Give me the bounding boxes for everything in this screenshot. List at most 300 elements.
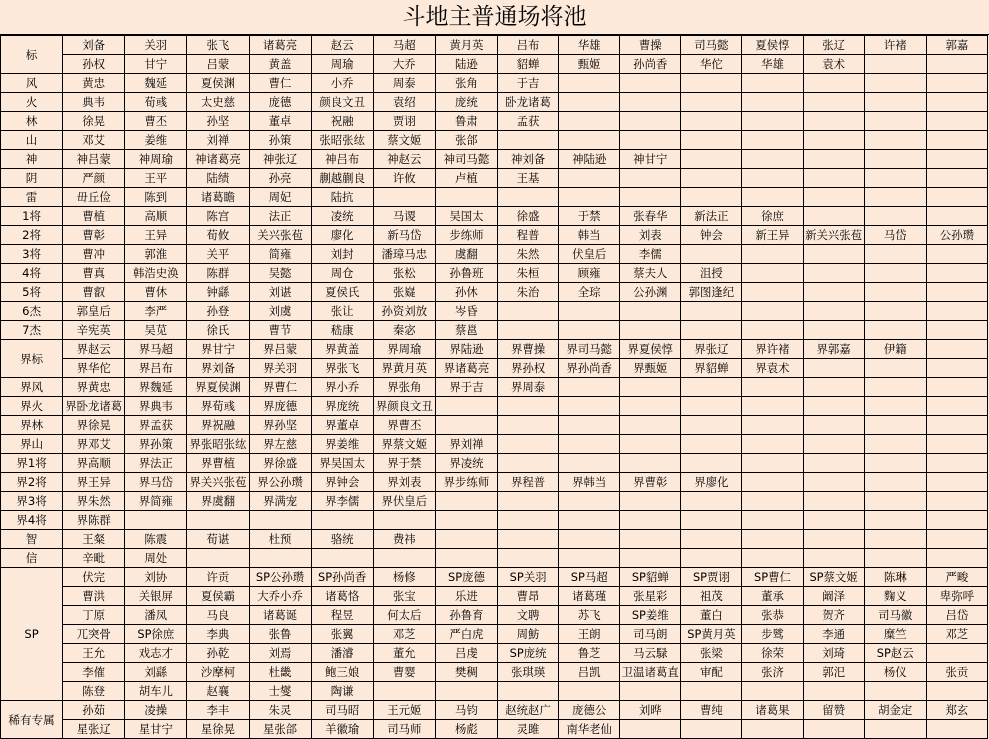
table-cell[interactable]: 黄盖 xyxy=(249,55,311,74)
table-cell[interactable]: 界钟会 xyxy=(311,473,373,492)
table-cell[interactable]: 界刘备 xyxy=(187,359,249,378)
table-cell[interactable]: 卧龙诸葛 xyxy=(498,93,559,112)
table-cell[interactable] xyxy=(620,169,681,188)
table-cell[interactable]: 樊稠 xyxy=(435,663,497,682)
table-cell[interactable]: 界简雍 xyxy=(125,492,187,511)
table-cell[interactable]: 界廖化 xyxy=(681,473,742,492)
table-cell[interactable]: 凌统 xyxy=(311,207,373,226)
table-cell[interactable] xyxy=(742,93,803,112)
table-cell[interactable]: 新关兴张苞 xyxy=(803,226,864,245)
table-cell[interactable] xyxy=(742,511,803,530)
table-cell[interactable]: 界曹彰 xyxy=(620,473,681,492)
table-cell[interactable] xyxy=(926,283,987,302)
table-cell[interactable] xyxy=(498,188,559,207)
table-cell[interactable]: SP黄月英 xyxy=(681,625,742,644)
table-cell[interactable]: 潘璋马忠 xyxy=(373,245,435,264)
table-cell[interactable]: 界李儒 xyxy=(311,492,373,511)
table-cell[interactable]: 界曹丕 xyxy=(373,416,435,435)
table-cell[interactable]: 界张飞 xyxy=(311,359,373,378)
table-cell[interactable]: 士燮 xyxy=(249,682,311,701)
table-cell[interactable]: 小乔 xyxy=(311,74,373,93)
table-cell[interactable]: 刘繇 xyxy=(125,663,187,682)
table-cell[interactable]: 董卓 xyxy=(249,112,311,131)
table-cell[interactable]: 魏延 xyxy=(125,74,187,93)
table-cell[interactable] xyxy=(742,682,803,701)
table-cell[interactable] xyxy=(559,112,620,131)
table-cell[interactable] xyxy=(926,378,987,397)
table-cell[interactable] xyxy=(864,359,926,378)
table-cell[interactable]: 骆统 xyxy=(311,530,373,549)
table-cell[interactable]: 王平 xyxy=(125,169,187,188)
table-cell[interactable] xyxy=(435,416,497,435)
table-cell[interactable]: 界孙策 xyxy=(125,435,187,454)
table-cell[interactable] xyxy=(249,549,311,568)
table-cell[interactable] xyxy=(311,511,373,530)
table-cell[interactable] xyxy=(249,511,311,530)
table-cell[interactable] xyxy=(803,397,864,416)
table-cell[interactable]: 界韩当 xyxy=(559,473,620,492)
table-cell[interactable]: 刘虞 xyxy=(249,302,311,321)
table-cell[interactable] xyxy=(681,150,742,169)
table-cell[interactable]: SP贾诩 xyxy=(681,568,742,587)
table-cell[interactable]: 程普 xyxy=(498,226,559,245)
table-cell[interactable] xyxy=(742,492,803,511)
table-cell[interactable]: 庞德 xyxy=(249,93,311,112)
table-cell[interactable] xyxy=(864,435,926,454)
table-cell[interactable]: 刘备 xyxy=(63,36,125,55)
table-cell[interactable]: 颜良文丑 xyxy=(311,93,373,112)
table-cell[interactable] xyxy=(435,682,497,701)
table-cell[interactable]: 鲍三娘 xyxy=(311,663,373,682)
table-cell[interactable]: 曹洪 xyxy=(63,587,125,606)
table-cell[interactable]: 神吕布 xyxy=(311,150,373,169)
table-cell[interactable]: 陈群 xyxy=(187,264,249,283)
table-cell[interactable]: 诸葛亮 xyxy=(249,36,311,55)
table-cell[interactable]: 界赵云 xyxy=(63,340,125,359)
table-cell[interactable]: 界伏皇后 xyxy=(373,492,435,511)
table-cell[interactable]: 邓芝 xyxy=(373,625,435,644)
table-cell[interactable] xyxy=(620,397,681,416)
table-cell[interactable] xyxy=(864,150,926,169)
table-cell[interactable] xyxy=(620,131,681,150)
table-cell[interactable] xyxy=(620,416,681,435)
table-cell[interactable] xyxy=(559,321,620,340)
table-cell[interactable]: 于禁 xyxy=(559,207,620,226)
table-cell[interactable] xyxy=(559,454,620,473)
table-cell[interactable] xyxy=(803,682,864,701)
table-cell[interactable]: 张飞 xyxy=(187,36,249,55)
table-cell[interactable]: 荀谌 xyxy=(187,530,249,549)
table-cell[interactable] xyxy=(864,492,926,511)
table-cell[interactable]: 沮授 xyxy=(681,264,742,283)
table-cell[interactable] xyxy=(681,74,742,93)
table-cell[interactable]: 郭嘉 xyxy=(926,36,987,55)
table-cell[interactable] xyxy=(926,511,987,530)
table-cell[interactable] xyxy=(742,264,803,283)
table-cell[interactable]: 界吴国太 xyxy=(311,454,373,473)
table-cell[interactable] xyxy=(864,682,926,701)
table-cell[interactable] xyxy=(559,511,620,530)
table-cell[interactable]: 神司马懿 xyxy=(435,150,497,169)
table-cell[interactable]: 界王异 xyxy=(63,473,125,492)
table-cell[interactable] xyxy=(926,492,987,511)
table-cell[interactable]: 界小乔 xyxy=(311,378,373,397)
table-cell[interactable]: 界吕布 xyxy=(125,359,187,378)
table-cell[interactable]: SP公孙瓒 xyxy=(249,568,311,587)
table-cell[interactable] xyxy=(864,264,926,283)
table-cell[interactable] xyxy=(926,245,987,264)
table-cell[interactable]: 马钧 xyxy=(435,701,497,720)
table-cell[interactable]: 吴国太 xyxy=(435,207,497,226)
table-cell[interactable] xyxy=(864,511,926,530)
table-cell[interactable]: SP徐庶 xyxy=(125,625,187,644)
table-cell[interactable] xyxy=(926,530,987,549)
table-cell[interactable]: 羊徽瑜 xyxy=(311,720,373,739)
table-cell[interactable]: 荀攸 xyxy=(187,226,249,245)
table-cell[interactable] xyxy=(742,416,803,435)
table-cell[interactable]: 大乔 xyxy=(373,55,435,74)
table-cell[interactable]: 陈登 xyxy=(63,682,125,701)
table-cell[interactable] xyxy=(742,720,803,739)
table-cell[interactable]: 神赵云 xyxy=(373,150,435,169)
table-cell[interactable]: 界夏侯惇 xyxy=(620,340,681,359)
table-cell[interactable]: 张松 xyxy=(373,264,435,283)
table-cell[interactable]: 界于禁 xyxy=(373,454,435,473)
table-cell[interactable]: 苏飞 xyxy=(559,606,620,625)
table-cell[interactable]: 秦宓 xyxy=(373,321,435,340)
table-cell[interactable] xyxy=(742,169,803,188)
table-cell[interactable]: 董白 xyxy=(681,606,742,625)
table-cell[interactable] xyxy=(498,131,559,150)
table-cell[interactable]: 界徐盛 xyxy=(249,454,311,473)
table-cell[interactable]: 界凌统 xyxy=(435,454,497,473)
table-cell[interactable]: 陆逊 xyxy=(435,55,497,74)
table-cell[interactable]: 陈震 xyxy=(125,530,187,549)
table-cell[interactable]: 张昭张纮 xyxy=(311,131,373,150)
table-cell[interactable] xyxy=(926,340,987,359)
table-cell[interactable]: 潘凤 xyxy=(125,606,187,625)
table-cell[interactable]: 伏完 xyxy=(63,568,125,587)
table-cell[interactable] xyxy=(681,682,742,701)
table-cell[interactable] xyxy=(864,55,926,74)
table-cell[interactable]: 诸葛果 xyxy=(742,701,803,720)
table-cell[interactable] xyxy=(498,549,559,568)
table-cell[interactable]: 曹仁 xyxy=(249,74,311,93)
table-cell[interactable] xyxy=(373,188,435,207)
table-cell[interactable] xyxy=(435,397,497,416)
table-cell[interactable] xyxy=(620,378,681,397)
table-cell[interactable]: 界甘宁 xyxy=(187,340,249,359)
table-cell[interactable] xyxy=(803,245,864,264)
table-cell[interactable]: 贾诩 xyxy=(373,112,435,131)
table-cell[interactable]: 界黄月英 xyxy=(373,359,435,378)
table-cell[interactable] xyxy=(926,473,987,492)
table-cell[interactable] xyxy=(559,397,620,416)
table-cell[interactable]: 刘表 xyxy=(620,226,681,245)
table-cell[interactable]: 界刘表 xyxy=(373,473,435,492)
table-cell[interactable] xyxy=(742,188,803,207)
table-cell[interactable]: 界华佗 xyxy=(63,359,125,378)
table-cell[interactable] xyxy=(498,321,559,340)
table-cell[interactable]: 潘濬 xyxy=(311,644,373,663)
table-cell[interactable]: 周妃 xyxy=(249,188,311,207)
table-cell[interactable]: 神张辽 xyxy=(249,150,311,169)
table-cell[interactable]: 陈琳 xyxy=(864,568,926,587)
table-cell[interactable]: 吕虔 xyxy=(435,644,497,663)
table-cell[interactable]: 张翼 xyxy=(311,625,373,644)
table-cell[interactable]: 马谡 xyxy=(373,207,435,226)
table-cell[interactable]: 关平 xyxy=(187,245,249,264)
table-cell[interactable]: 刘焉 xyxy=(249,644,311,663)
table-cell[interactable]: 甘宁 xyxy=(125,55,187,74)
table-cell[interactable]: 界张昭张纮 xyxy=(187,435,249,454)
table-cell[interactable]: 曹真 xyxy=(63,264,125,283)
table-cell[interactable] xyxy=(864,93,926,112)
table-cell[interactable]: 李傕 xyxy=(63,663,125,682)
table-cell[interactable]: 袁术 xyxy=(803,55,864,74)
table-cell[interactable] xyxy=(187,549,249,568)
table-cell[interactable]: 马云騄 xyxy=(620,644,681,663)
table-cell[interactable]: 星甘宁 xyxy=(125,720,187,739)
table-cell[interactable]: 韩浩史涣 xyxy=(125,264,187,283)
table-cell[interactable]: 大乔小乔 xyxy=(249,587,311,606)
table-cell[interactable] xyxy=(803,492,864,511)
table-cell[interactable] xyxy=(498,435,559,454)
table-cell[interactable]: 张让 xyxy=(311,302,373,321)
table-cell[interactable]: 曹昂 xyxy=(498,587,559,606)
table-cell[interactable]: 夏侯渊 xyxy=(187,74,249,93)
table-cell[interactable] xyxy=(681,397,742,416)
table-cell[interactable]: SP貂蝉 xyxy=(620,568,681,587)
table-cell[interactable]: 步骘 xyxy=(742,625,803,644)
table-cell[interactable]: 孙亮 xyxy=(249,169,311,188)
table-cell[interactable]: 杨修 xyxy=(373,568,435,587)
table-cell[interactable]: 界法正 xyxy=(125,454,187,473)
table-cell[interactable] xyxy=(926,644,987,663)
table-cell[interactable]: 界朱然 xyxy=(63,492,125,511)
table-cell[interactable]: 严颜 xyxy=(63,169,125,188)
table-cell[interactable] xyxy=(681,454,742,473)
table-cell[interactable] xyxy=(926,416,987,435)
table-cell[interactable]: 兀突骨 xyxy=(63,625,125,644)
table-cell[interactable] xyxy=(926,264,987,283)
table-cell[interactable]: 界步练师 xyxy=(435,473,497,492)
table-cell[interactable] xyxy=(803,93,864,112)
table-cell[interactable]: 诸葛诞 xyxy=(249,606,311,625)
table-cell[interactable]: 界公孙瓒 xyxy=(249,473,311,492)
table-cell[interactable] xyxy=(926,454,987,473)
table-cell[interactable] xyxy=(926,207,987,226)
table-cell[interactable]: 界黄忠 xyxy=(63,378,125,397)
table-cell[interactable]: 界虞翻 xyxy=(187,492,249,511)
table-cell[interactable]: 王异 xyxy=(125,226,187,245)
table-cell[interactable] xyxy=(803,264,864,283)
table-cell[interactable] xyxy=(435,188,497,207)
table-cell[interactable] xyxy=(620,321,681,340)
table-cell[interactable] xyxy=(803,169,864,188)
table-cell[interactable] xyxy=(742,397,803,416)
table-cell[interactable] xyxy=(681,530,742,549)
table-cell[interactable] xyxy=(742,378,803,397)
table-cell[interactable]: 黄忠 xyxy=(63,74,125,93)
table-cell[interactable]: 孟获 xyxy=(498,112,559,131)
table-cell[interactable]: 张鲁 xyxy=(249,625,311,644)
table-cell[interactable] xyxy=(926,150,987,169)
table-cell[interactable]: 钟会 xyxy=(681,226,742,245)
table-cell[interactable]: 孙权 xyxy=(63,55,125,74)
table-cell[interactable]: 界张辽 xyxy=(681,340,742,359)
table-cell[interactable] xyxy=(742,473,803,492)
table-cell[interactable]: 曹叡 xyxy=(63,283,125,302)
table-cell[interactable]: 孙策 xyxy=(249,131,311,150)
table-cell[interactable]: 新王异 xyxy=(742,226,803,245)
table-cell[interactable]: SP曹仁 xyxy=(742,568,803,587)
table-cell[interactable] xyxy=(681,321,742,340)
table-cell[interactable] xyxy=(620,549,681,568)
table-cell[interactable] xyxy=(187,511,249,530)
table-cell[interactable]: 界典韦 xyxy=(125,397,187,416)
table-cell[interactable]: 界关羽 xyxy=(249,359,311,378)
table-cell[interactable] xyxy=(803,188,864,207)
table-cell[interactable]: 关羽 xyxy=(125,36,187,55)
table-cell[interactable]: 孙茹 xyxy=(63,701,125,720)
table-cell[interactable]: 杜预 xyxy=(249,530,311,549)
table-cell[interactable] xyxy=(435,511,497,530)
table-cell[interactable] xyxy=(435,530,497,549)
table-cell[interactable]: 赵云 xyxy=(311,36,373,55)
table-cell[interactable] xyxy=(926,397,987,416)
table-cell[interactable] xyxy=(926,435,987,454)
table-cell[interactable]: 司马懿 xyxy=(681,36,742,55)
table-cell[interactable]: 审配 xyxy=(681,663,742,682)
table-cell[interactable]: 界庞统 xyxy=(311,397,373,416)
table-cell[interactable]: 孙鲁班 xyxy=(435,264,497,283)
table-cell[interactable]: 虞翻 xyxy=(435,245,497,264)
table-cell[interactable]: 蒯越蒯良 xyxy=(311,169,373,188)
table-cell[interactable]: 徐荣 xyxy=(742,644,803,663)
table-cell[interactable]: 界周泰 xyxy=(498,378,559,397)
table-cell[interactable]: 关银屏 xyxy=(125,587,187,606)
table-cell[interactable]: 界甄姬 xyxy=(620,359,681,378)
table-cell[interactable]: 丁原 xyxy=(63,606,125,625)
table-cell[interactable] xyxy=(803,150,864,169)
table-cell[interactable]: 何太后 xyxy=(373,606,435,625)
table-cell[interactable] xyxy=(681,492,742,511)
table-cell[interactable]: SP蔡文姬 xyxy=(803,568,864,587)
table-cell[interactable]: 界袁术 xyxy=(742,359,803,378)
table-cell[interactable]: 高顺 xyxy=(125,207,187,226)
table-cell[interactable]: 界魏延 xyxy=(125,378,187,397)
table-cell[interactable]: 曹冲 xyxy=(63,245,125,264)
table-cell[interactable]: 徐盛 xyxy=(498,207,559,226)
table-cell[interactable]: 司马昭 xyxy=(311,701,373,720)
table-cell[interactable]: 界关兴张苞 xyxy=(187,473,249,492)
table-cell[interactable]: 胡金定 xyxy=(864,701,926,720)
table-cell[interactable] xyxy=(864,473,926,492)
table-cell[interactable]: 李严 xyxy=(125,302,187,321)
table-cell[interactable]: 界马岱 xyxy=(125,473,187,492)
table-cell[interactable]: 顾雍 xyxy=(559,264,620,283)
table-cell[interactable] xyxy=(803,112,864,131)
table-cell[interactable]: 界夏侯渊 xyxy=(187,378,249,397)
table-cell[interactable] xyxy=(559,93,620,112)
table-cell[interactable] xyxy=(926,549,987,568)
table-cell[interactable] xyxy=(620,454,681,473)
table-cell[interactable]: 界高顺 xyxy=(63,454,125,473)
table-cell[interactable]: 孙鲁育 xyxy=(435,606,497,625)
table-cell[interactable]: 界张角 xyxy=(373,378,435,397)
table-cell[interactable]: 郭皇后 xyxy=(63,302,125,321)
table-cell[interactable]: 刘琦 xyxy=(803,644,864,663)
table-cell[interactable]: 黄月英 xyxy=(435,36,497,55)
table-cell[interactable]: 蔡文姬 xyxy=(373,131,435,150)
table-cell[interactable]: 步练师 xyxy=(435,226,497,245)
table-cell[interactable]: 界邓艾 xyxy=(63,435,125,454)
table-cell[interactable]: 张角 xyxy=(435,74,497,93)
table-cell[interactable] xyxy=(803,283,864,302)
table-cell[interactable]: 胡车儿 xyxy=(125,682,187,701)
table-cell[interactable] xyxy=(926,74,987,93)
table-cell[interactable] xyxy=(620,112,681,131)
table-cell[interactable]: 貂蝉 xyxy=(498,55,559,74)
table-cell[interactable]: 曹植 xyxy=(63,207,125,226)
table-cell[interactable] xyxy=(620,188,681,207)
table-cell[interactable] xyxy=(864,302,926,321)
table-cell[interactable]: 孙乾 xyxy=(187,644,249,663)
table-cell[interactable] xyxy=(926,188,987,207)
table-cell[interactable]: 法正 xyxy=(249,207,311,226)
table-cell[interactable]: 界蔡文姬 xyxy=(373,435,435,454)
table-cell[interactable] xyxy=(559,416,620,435)
table-cell[interactable] xyxy=(742,321,803,340)
table-cell[interactable]: 郭图逢纪 xyxy=(681,283,742,302)
table-cell[interactable] xyxy=(803,435,864,454)
table-cell[interactable]: 司马朗 xyxy=(620,625,681,644)
table-cell[interactable]: 祝融 xyxy=(311,112,373,131)
table-cell[interactable]: 杜畿 xyxy=(249,663,311,682)
table-cell[interactable]: 徐氏 xyxy=(187,321,249,340)
table-cell[interactable] xyxy=(926,55,987,74)
table-cell[interactable] xyxy=(803,549,864,568)
table-cell[interactable] xyxy=(864,169,926,188)
table-cell[interactable] xyxy=(620,720,681,739)
table-cell[interactable]: 卢植 xyxy=(435,169,497,188)
table-cell[interactable] xyxy=(681,378,742,397)
table-cell[interactable]: 袁绍 xyxy=(373,93,435,112)
table-cell[interactable] xyxy=(498,530,559,549)
table-cell[interactable] xyxy=(803,720,864,739)
table-cell[interactable]: 周处 xyxy=(125,549,187,568)
table-cell[interactable] xyxy=(742,245,803,264)
table-cell[interactable] xyxy=(864,321,926,340)
table-cell[interactable]: 张琪瑛 xyxy=(498,663,559,682)
table-cell[interactable]: 张梁 xyxy=(681,644,742,663)
table-cell[interactable] xyxy=(864,720,926,739)
table-cell[interactable] xyxy=(803,131,864,150)
table-cell[interactable]: 诸葛瞻 xyxy=(187,188,249,207)
table-cell[interactable] xyxy=(620,435,681,454)
table-cell[interactable]: 朱桓 xyxy=(498,264,559,283)
table-cell[interactable]: 神周瑜 xyxy=(125,150,187,169)
table-cell[interactable]: 张宝 xyxy=(373,587,435,606)
table-cell[interactable]: 华雄 xyxy=(559,36,620,55)
table-cell[interactable] xyxy=(681,302,742,321)
table-cell[interactable] xyxy=(926,682,987,701)
table-cell[interactable]: 陶谦 xyxy=(311,682,373,701)
table-cell[interactable]: 马良 xyxy=(187,606,249,625)
table-cell[interactable] xyxy=(620,93,681,112)
table-cell[interactable]: SP马超 xyxy=(559,568,620,587)
